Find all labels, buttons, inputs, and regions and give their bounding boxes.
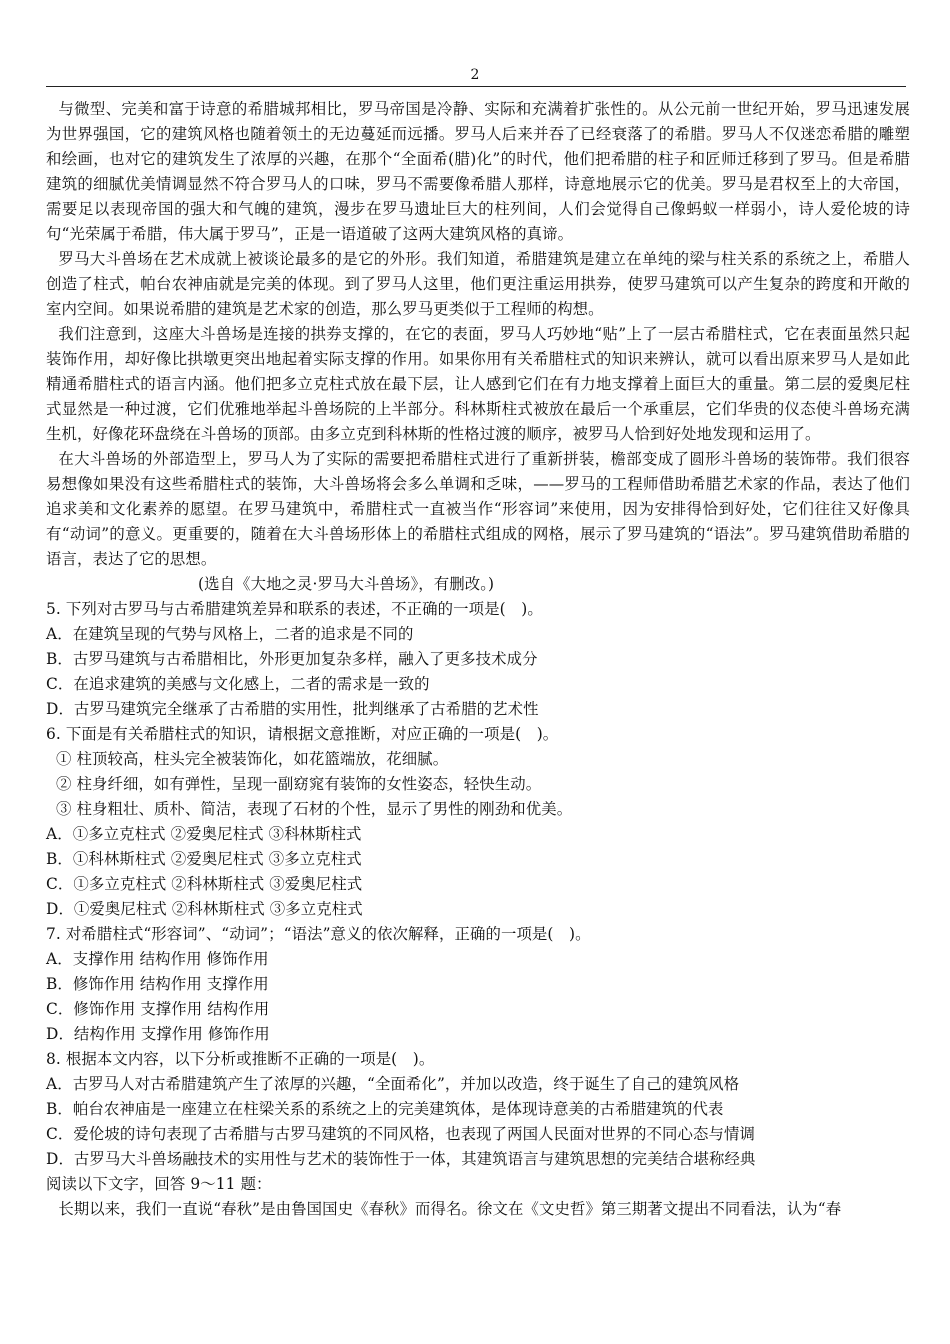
question-5-option-a: A．在建筑呈现的气势与风格上，二者的追求是不同的: [46, 625, 414, 643]
paragraph-3: 我们注意到，这座大斗兽场是连接的拱券支撑的，在它的表面，罗马人巧妙地“贴”上了一层古希腊柱式，它在表面虽然只起装饰作用，却好像比拱墩更突出地起着实际支撑的作用。如果你用有关希腊柱式的知识来辨认，就可以看出原来罗马人是如此精通希腊柱式的语言内涵。他们把多立克柱式放在最下层，让人感到它们在有力地支撑着上面巨大的重量。第二层的爱奥尼柱式显然是一种过渡，它们优雅地举起斗兽场院的上半部分。科林斯柱式被放在最后一个承重层，它们华贵的仪态使斗兽场充满生机，好像花环盘绕在斗兽场的顶部。由多立克到科林斯的性格过渡的顺序，被罗马人恰到好处地发现和运用了。: [46, 325, 910, 443]
source-note: (选自《大地之灵·罗马大斗兽场》，有删改。): [198, 575, 495, 593]
question-8-stem: 8. 根据本文内容，以下分析或推断不正确的一项是( )。: [46, 1050, 435, 1068]
reading-prompt: 阅读以下文字，回答 9～11 题：: [46, 1175, 272, 1193]
question-6-option-a: A．①多立克柱式 ②爱奥尼柱式 ③科林斯柱式: [46, 825, 362, 843]
question-8-option-b: B．帕台农神庙是一座建立在柱梁关系的系统之上的完美建筑体，是体现诗意美的古希腊建筑的代表: [46, 1100, 724, 1118]
question-6-item-2: ② 柱身纤细，如有弹性，呈现一副窈窕有装饰的女性姿态，轻快生动。: [56, 775, 542, 793]
question-6-item-1: ① 柱顶较高，柱头完全被装饰化，如花篮端放，花细腻。: [56, 750, 449, 768]
question-6-option-d: D．①爱奥尼柱式 ②科林斯柱式 ③多立克柱式: [46, 900, 363, 918]
question-6-item-3: ③ 柱身粗壮、质朴、简洁，表现了石材的个性，显示了男性的刚劲和优美。: [56, 800, 573, 818]
paragraph-2: 罗马大斗兽场在艺术成就上被谈论最多的是它的外形。我们知道，希腊建筑是建立在单纯的梁与柱关系的系统之上，希腊人创造了柱式，帕台农神庙就是完美的体现。到了罗马人这里，他们更注重运用拱券，使罗马建筑可以产生复杂的跨度和开敞的室内空间。如果说希腊的建筑是艺术家的创造，那么罗马更类似于工程师的构想。: [46, 250, 910, 318]
question-7-option-b: B．修饰作用 结构作用 支撑作用: [46, 975, 269, 993]
document-body: [46, 97, 910, 1222]
question-7-option-a: A．支撑作用 结构作用 修饰作用: [46, 950, 269, 968]
question-5-option-c: C．在追求建筑的美感与文化感上，二者的需求是一致的: [46, 675, 430, 693]
question-8-option-a: A．古罗马人对古希腊建筑产生了浓厚的兴趣，“全面希化”，并加以改造，终于诞生了自己的建筑风格: [46, 1075, 740, 1093]
question-6-stem: 6. 下面是有关希腊柱式的知识，请根据文意推断，对应正确的一项是( )。: [46, 725, 559, 743]
page-number: 2: [470, 67, 480, 83]
question-7-option-d: D．结构作用 支撑作用 修饰作用: [46, 1025, 270, 1043]
paragraph-next-passage: 长期以来，我们一直说“春秋”是由鲁国国史《春秋》而得名。徐文在《文史哲》第三期著文提出不同看法，认为“春: [58, 1200, 842, 1218]
header-rule: [46, 86, 906, 87]
question-5-option-b: B．古罗马建筑与古希腊相比，外形更加复杂多样，融入了更多技术成分: [46, 650, 538, 668]
question-8-option-c: C．爱伦坡的诗句表现了古希腊与古罗马建筑的不同风格，也表现了两国人民面对世界的不同心态与情调: [46, 1125, 755, 1143]
question-7-stem: 7. 对希腊柱式“形容词”、“动词”；“语法”意义的依次解释，正确的一项是( )。: [46, 925, 591, 943]
paragraph-4: 在大斗兽场的外部造型上，罗马人为了实际的需要把希腊柱式进行了重新拼装，檐部变成了圆形斗兽场的装饰带。我们很容易想像如果没有这些希腊柱式的装饰，大斗兽场将会多么单调和乏味，——罗马的工程师借助希腊艺术家的作品，表达了他们追求美和文化素养的愿望。在罗马建筑中，希腊柱式一直被当作“形容词”来使用，因为安排得恰到好处，它们往往又好像具有“动词”的意义。更重要的，随着在大斗兽场形体上的希腊柱式组成的网格，展示了罗马建筑的“语法”。罗马建筑借助希腊的语言，表达了它的思想。: [46, 450, 910, 568]
question-6-option-c: C．①多立克柱式 ②科林斯柱式 ③爱奥尼柱式: [46, 875, 363, 893]
question-5-option-d: D．古罗马建筑完全继承了古希腊的实用性，批判继承了古希腊的艺术性: [46, 700, 539, 718]
question-7-option-c: C．修饰作用 支撑作用 结构作用: [46, 1000, 270, 1018]
question-8-option-d: D．古罗马大斗兽场融技术的实用性与艺术的装饰性于一体，其建筑语言与建筑思想的完美结合堪称经典: [46, 1150, 756, 1168]
question-6-option-b: B．①科林斯柱式 ②爱奥尼柱式 ③多立克柱式: [46, 850, 362, 868]
question-5-stem: 5. 下列对古罗马与古希腊建筑差异和联系的表述，不正确的一项是( )。: [46, 600, 543, 618]
paragraph-1: 与微型、完美和富于诗意的希腊城邦相比，罗马帝国是冷静、实际和充满着扩张性的。从公元前一世纪开始，罗马迅速发展为世界强国，它的建筑风格也随着领土的无边蔓延而远播。罗马人后来并吞了已经衰落了的希腊。罗马人不仅迷恋希腊的雕塑和绘画，也对它的建筑发生了浓厚的兴趣，在那个“全面希(腊)化”的时代，他们把希腊的柱子和匠师迁移到了罗马。但是希腊建筑的细腻优美情调显然不符合罗马人的口味，罗马不需要像希腊人那样，诗意地展示它的优美。罗马是君权至上的大帝国，需要足以表现帝国的强大和气魄的建筑，漫步在罗马遗址巨大的柱列间，人们会觉得自己像蚂蚁一样弱小，诗人爱伦坡的诗句“光荣属于希腊，伟大属于罗马”，正是一语道破了这两大建筑风格的真谛。: [46, 100, 910, 243]
